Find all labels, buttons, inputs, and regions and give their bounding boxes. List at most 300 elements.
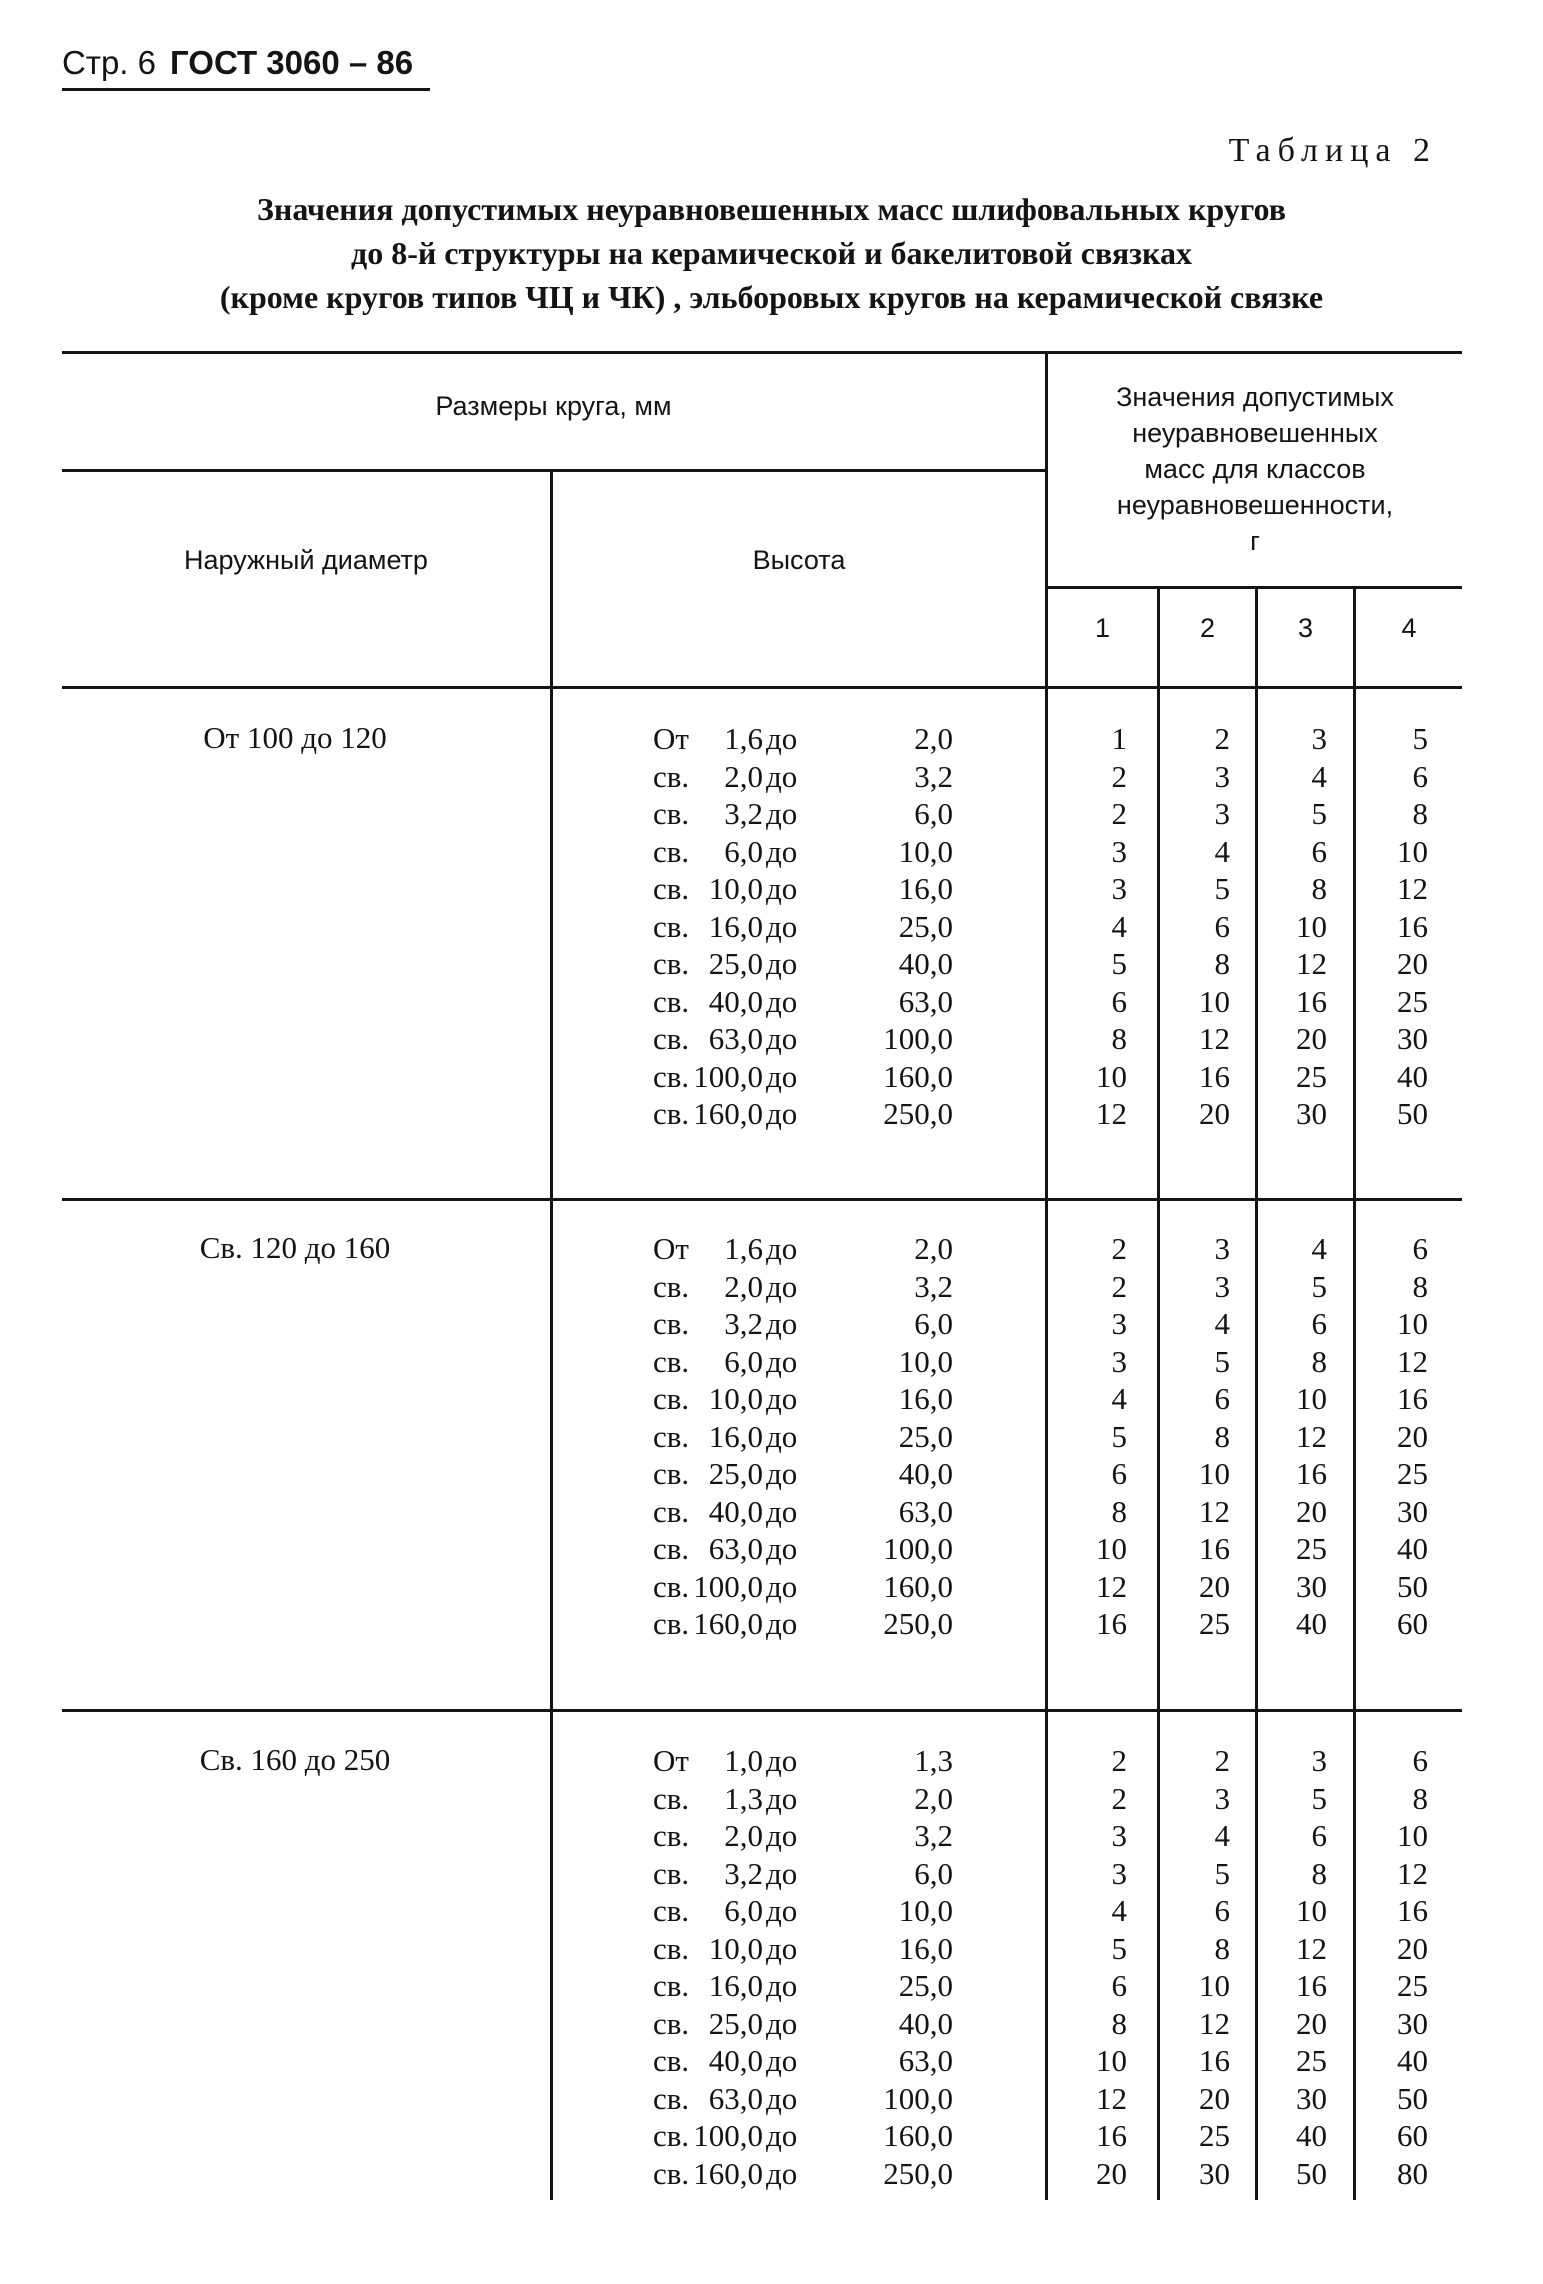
height-range-row [653,983,953,1021]
values-header-line: масс для классов [1144,454,1366,484]
height-prefix: св. [653,1818,690,1853]
height-prefix: св. [653,1606,690,1641]
height-from: 25,0 [708,2005,763,2041]
class-value-cell: 25 [1296,1531,1327,1566]
class-value-cell: 10 [1296,1893,1327,1928]
height-prefix: св. [653,1306,690,1341]
height-to: 25,0 [898,1418,953,1454]
height-prefix: св. [653,1531,690,1566]
class-value-cell: 8 [1111,1021,1127,1056]
height-to: 16,0 [898,1381,953,1416]
class-value-cell: 2 [1214,721,1230,756]
class-value-cell: 20 [1296,1493,1327,1529]
class-1-header: 1 [1094,613,1111,643]
class-value-cell: 12 [1199,2005,1230,2041]
class-1-values-column [1047,1742,1127,2192]
outer-diameter-cell: От 100 до 120 [203,720,387,755]
height-range-column [653,1230,953,1643]
height-from: 40,0 [708,983,763,1019]
class-3-values-column [1247,1230,1327,1643]
height-range-row [653,1455,953,1493]
class-value-cell: 20 [1199,2080,1230,2116]
height-prefix: св. [653,1381,690,1416]
class-value-cell: 6 [1214,1893,1230,1928]
class-value-cell: 16 [1397,1893,1428,1928]
class-value-cell: 16 [1199,2043,1230,2078]
height-separator: до [766,1096,798,1131]
class-value-cell: 2 [1111,796,1127,831]
page-header [62,44,413,82]
class-value-cell: 3 [1214,758,1230,794]
sizes-header-rule [62,469,1045,472]
class-value-cell: 80 [1397,2155,1428,2191]
class-value-cell: 3 [1214,1268,1230,1304]
class-value-cell: 8 [1111,2005,1127,2041]
class-value-cell: 3 [1111,833,1127,869]
height-to: 40,0 [898,946,953,981]
height-from: 1,0 [724,1743,763,1778]
height-from: 3,2 [724,1306,763,1341]
height-range-row [653,1268,953,1306]
height-prefix: св. [653,1568,690,1604]
values-header-line: неуравновешенных [1132,418,1378,448]
class-value-cell: 5 [1311,1780,1327,1816]
class-value-cell: 6 [1311,833,1327,869]
height-prefix: св. [653,2080,690,2116]
height-from: 100,0 [693,2118,763,2153]
class-value-cell: 12 [1296,1418,1327,1454]
class-value-cell: 8 [1412,796,1428,831]
height-to: 10,0 [898,1893,953,1928]
height-separator: до [766,1021,798,1056]
height-separator: до [766,1058,798,1094]
height-to: 2,0 [914,1780,953,1816]
height-to: 40,0 [898,1456,953,1491]
class-value-cell: 6 [1214,908,1230,944]
height-separator: до [766,1568,798,1604]
class-1-values-column [1047,1230,1127,1643]
height-range-row [653,1305,953,1343]
class-value-cell: 4 [1111,908,1127,944]
outer-diameter-cell: Св. 120 до 160 [199,1230,391,1265]
height-from: 25,0 [708,1456,763,1491]
values-header-line: г [1250,526,1260,556]
class-value-cell: 25 [1199,2118,1230,2153]
height-from: 100,0 [693,1568,763,1604]
height-range-row [653,1605,953,1643]
height-separator: до [766,1968,798,2003]
height-separator: до [766,796,798,831]
height-separator: до [766,1855,798,1891]
class-value-cell: 4 [1214,1306,1230,1341]
height-from: 40,0 [708,2043,763,2078]
height-prefix: св. [653,796,690,831]
table-top-rule [62,351,1462,354]
class-value-cell: 2 [1111,758,1127,794]
height-range-row [653,2042,953,2080]
class-value-cell: 25 [1397,1456,1428,1491]
class-value-cell: 2 [1111,1231,1127,1266]
class-value-cell: 6 [1412,1231,1428,1266]
class-value-cell: 10 [1397,1306,1428,1341]
class-value-cell: 3 [1311,721,1327,756]
class-value-cell: 10 [1096,1531,1127,1566]
class-2-values-column [1150,1742,1230,2192]
class-value-cell: 25 [1397,1968,1428,2003]
height-to: 25,0 [898,908,953,944]
height-from: 63,0 [708,1531,763,1566]
class-value-cell: 25 [1296,2043,1327,2078]
class-value-cell: 3 [1111,1306,1127,1341]
height-range-row [653,1230,953,1268]
class-value-cell: 8 [1311,1855,1327,1891]
height-range-row [653,2117,953,2155]
height-to: 10,0 [898,833,953,869]
class-value-cell: 40 [1296,2118,1327,2153]
class-value-cell: 16 [1199,1058,1230,1094]
height-separator: до [766,1231,798,1266]
class-4-header: 4 [1401,613,1417,643]
class-value-cell: 30 [1296,1568,1327,1604]
height-from: 16,0 [708,1968,763,2003]
height-to: 250,0 [883,2155,953,2191]
class-value-cell: 30 [1199,2155,1230,2191]
class-value-cell: 50 [1296,2155,1327,2191]
height-separator: до [766,1306,798,1341]
height-prefix: св. [653,946,690,981]
class-value-cell: 8 [1412,1780,1428,1816]
height-range-row [653,1058,953,1096]
class-value-cell: 8 [1214,946,1230,981]
height-range-row [653,1930,953,1968]
height-prefix: св. [653,1343,690,1379]
height-to: 2,0 [914,1231,953,1266]
height-separator: до [766,758,798,794]
class-value-cell: 60 [1397,1606,1428,1641]
height-from: 6,0 [724,1343,763,1379]
class-value-cell: 20 [1296,1021,1327,1056]
class-3-header: 3 [1297,613,1314,643]
class-value-cell: 5 [1111,946,1127,981]
class-value-cell: 8 [1311,871,1327,906]
height-from: 1,6 [724,1231,763,1266]
class-value-cell: 4 [1311,758,1327,794]
class-3-values-column [1247,720,1327,1133]
height-prefix: св. [653,1058,690,1094]
height-separator: до [766,1418,798,1454]
class-value-cell: 6 [1111,983,1127,1019]
class-4-values-column [1348,720,1428,1133]
class-2-values-column [1150,720,1230,1133]
height-to: 6,0 [914,1855,953,1891]
height-prefix: св. [653,1096,690,1131]
height-separator: до [766,1456,798,1491]
class-value-cell: 5 [1111,1418,1127,1454]
height-prefix: св. [653,2155,690,2191]
class-value-cell: 20 [1296,2005,1327,2041]
class-value-cell: 10 [1397,1818,1428,1853]
height-separator: до [766,1743,798,1778]
height-prefix: св. [653,2043,690,2078]
height-prefix: св. [653,758,690,794]
height-to: 40,0 [898,2005,953,2041]
table-caption-line-3: (кроме кругов типов ЧЦ и ЧК) , эльборовых кругов на керамической связке [219,279,1324,315]
class-value-cell: 2 [1111,1743,1127,1778]
height-range-row [653,1817,953,1855]
class-value-cell: 3 [1111,1343,1127,1379]
class-value-cell: 10 [1199,1456,1230,1491]
class-value-cell: 8 [1111,1493,1127,1529]
class-value-cell: 30 [1296,1096,1327,1131]
class-value-cell: 6 [1311,1306,1327,1341]
height-from: 6,0 [724,1893,763,1928]
class-value-cell: 2 [1214,1743,1230,1778]
class-value-cell: 16 [1199,1531,1230,1566]
class-value-cell: 10 [1096,1058,1127,1094]
header-underline [62,88,430,91]
class-value-cell: 5 [1214,871,1230,906]
height-range-row [653,1095,953,1133]
class-value-cell: 30 [1397,1021,1428,1056]
height-separator: до [766,871,798,906]
height-to: 2,0 [914,721,953,756]
height-range-row [653,795,953,833]
height-from: 100,0 [693,1058,763,1094]
height-separator: до [766,721,798,756]
height-prefix: св. [653,1968,690,2003]
height-prefix: св. [653,2118,690,2153]
height-prefix: св. [653,1780,690,1816]
height-separator: до [766,2118,798,2153]
height-range-row [653,1742,953,1780]
class-value-cell: 10 [1296,908,1327,944]
class-value-cell: 40 [1397,1531,1428,1566]
height-header: Высота [752,545,846,575]
class-value-cell: 3 [1111,1818,1127,1853]
height-range-row [653,833,953,871]
height-separator: до [766,2043,798,2078]
class-value-cell: 4 [1111,1381,1127,1416]
class-value-cell: 60 [1397,2118,1428,2153]
class-value-cell: 3 [1111,871,1127,906]
height-separator: до [766,1531,798,1566]
class-value-cell: 20 [1199,1568,1230,1604]
class-value-cell: 3 [1214,1231,1230,1266]
height-from: 2,0 [724,758,763,794]
height-range-column [653,1742,953,2192]
page-number: Стр. 6 [62,44,156,81]
class-value-cell: 8 [1412,1268,1428,1304]
height-range-row [653,1493,953,1531]
height-range-row [653,2005,953,2043]
height-range-row [653,870,953,908]
height-prefix: св. [653,1493,690,1529]
class-value-cell: 5 [1311,1268,1327,1304]
class-value-cell: 12 [1199,1493,1230,1529]
class-value-cell: 5 [1214,1343,1230,1379]
height-separator: до [766,1818,798,1853]
class-value-cell: 6 [1412,1743,1428,1778]
class-value-cell: 20 [1397,1418,1428,1454]
class-value-cell: 10 [1199,983,1230,1019]
class-value-cell: 2 [1111,1268,1127,1304]
height-range-row [653,908,953,946]
class-value-cell: 12 [1096,2080,1127,2116]
height-range-row [653,1892,953,1930]
height-to: 63,0 [898,2043,953,2078]
height-from: 10,0 [708,1381,763,1416]
height-to: 25,0 [898,1968,953,2003]
height-prefix: св. [653,983,690,1019]
height-range-row [653,1967,953,2005]
height-from: 10,0 [708,871,763,906]
height-range-row [653,1530,953,1568]
height-to: 16,0 [898,1930,953,1966]
class-value-cell: 10 [1296,1381,1327,1416]
class-value-cell: 16 [1397,1381,1428,1416]
class-value-cell: 5 [1111,1930,1127,1966]
classes-header-rule [1045,586,1462,589]
class-value-cell: 12 [1096,1096,1127,1131]
class-value-cell: 50 [1397,1096,1428,1131]
height-to: 160,0 [883,1058,953,1094]
class-value-cell: 12 [1397,1343,1428,1379]
height-prefix: св. [653,1893,690,1928]
height-to: 6,0 [914,1306,953,1341]
height-range-column [653,720,953,1133]
height-range-row [653,2155,953,2193]
class-value-cell: 10 [1397,833,1428,869]
height-prefix: св. [653,908,690,944]
class-value-cell: 6 [1111,1456,1127,1491]
height-from: 6,0 [724,833,763,869]
class-2-header: 2 [1199,613,1216,643]
class-value-cell: 16 [1096,2118,1127,2153]
height-separator: до [766,983,798,1019]
group-1-bottom-rule [62,1198,1462,1201]
class-value-cell: 30 [1397,2005,1428,2041]
class-value-cell: 4 [1311,1231,1327,1266]
height-to: 100,0 [883,2080,953,2116]
height-from: 63,0 [708,2080,763,2116]
height-range-row [653,1020,953,1058]
height-range-row [653,1780,953,1818]
height-from: 3,2 [724,1855,763,1891]
height-to: 250,0 [883,1096,953,1131]
height-separator: до [766,2155,798,2191]
height-separator: до [766,2080,798,2116]
height-range-row [653,1343,953,1381]
class-value-cell: 3 [1311,1743,1327,1778]
group-2-bottom-rule [62,1709,1462,1712]
class-value-cell: 10 [1199,1968,1230,2003]
class-value-cell: 20 [1199,1096,1230,1131]
class-value-cell: 8 [1214,1930,1230,1966]
height-from: 160,0 [693,1096,763,1131]
class-value-cell: 50 [1397,1568,1428,1604]
class-value-cell: 30 [1296,2080,1327,2116]
height-prefix: От [653,1231,689,1266]
height-to: 63,0 [898,983,953,1019]
height-from: 2,0 [724,1268,763,1304]
height-separator: до [766,1343,798,1379]
class-value-cell: 5 [1412,721,1428,756]
outer-diameter-cell: Св. 160 до 250 [199,1742,391,1777]
class-value-cell: 30 [1397,1493,1428,1529]
height-to: 100,0 [883,1021,953,1056]
height-from: 16,0 [708,1418,763,1454]
standard-number: ГОСТ 3060 – 86 [170,44,414,81]
class-value-cell: 2 [1111,1780,1127,1816]
height-separator: до [766,833,798,869]
height-from: 160,0 [693,1606,763,1641]
class-value-cell: 25 [1397,983,1428,1019]
height-separator: до [766,1893,798,1928]
height-separator: до [766,1930,798,1966]
class-value-cell: 5 [1214,1855,1230,1891]
class-value-cell: 40 [1397,1058,1428,1094]
height-range-row [653,1855,953,1893]
height-range-row [653,720,953,758]
class-value-cell: 6 [1214,1381,1230,1416]
class-2-values-column [1150,1230,1230,1643]
class-value-cell: 6 [1311,1818,1327,1853]
header-bottom-rule [62,686,1462,689]
height-separator: до [766,2005,798,2041]
class-value-cell: 12 [1199,1021,1230,1056]
height-from: 1,3 [724,1780,763,1816]
height-range-row [653,2080,953,2118]
class-value-cell: 16 [1296,1968,1327,2003]
class-value-cell: 12 [1296,1930,1327,1966]
height-to: 63,0 [898,1493,953,1529]
class-value-cell: 25 [1199,1606,1230,1641]
class-value-cell: 10 [1096,2043,1127,2078]
height-prefix: св. [653,1021,690,1056]
height-range-row [653,1418,953,1456]
values-group-header [1048,379,1462,559]
height-from: 16,0 [708,908,763,944]
height-to: 6,0 [914,796,953,831]
height-separator: до [766,946,798,981]
height-to: 3,2 [914,758,953,794]
class-value-cell: 4 [1111,1893,1127,1928]
outer-diameter-header: Наружный диаметр [184,545,428,575]
class-value-cell: 4 [1214,1818,1230,1853]
height-range-row [653,1380,953,1418]
class-value-cell: 20 [1096,2155,1127,2191]
height-to: 3,2 [914,1268,953,1304]
class-value-cell: 12 [1397,1855,1428,1891]
class-value-cell: 12 [1397,871,1428,906]
height-prefix: От [653,721,689,756]
class-value-cell: 3 [1214,1780,1230,1816]
height-to: 250,0 [883,1606,953,1641]
class-value-cell: 6 [1412,758,1428,794]
height-from: 1,6 [724,721,763,756]
class-value-cell: 16 [1296,983,1327,1019]
height-from: 2,0 [724,1818,763,1853]
table-caption-line-2: до 8-й структуры на керамической и бакелитовой связках [351,235,1192,271]
class-value-cell: 16 [1296,1456,1327,1491]
values-header-line: Значения допустимых [1116,382,1394,412]
height-to: 160,0 [883,2118,953,2153]
height-separator: до [766,908,798,944]
height-prefix: св. [653,1268,690,1304]
class-value-cell: 50 [1397,2080,1428,2116]
height-prefix: св. [653,833,690,869]
height-to: 1,3 [914,1743,953,1778]
